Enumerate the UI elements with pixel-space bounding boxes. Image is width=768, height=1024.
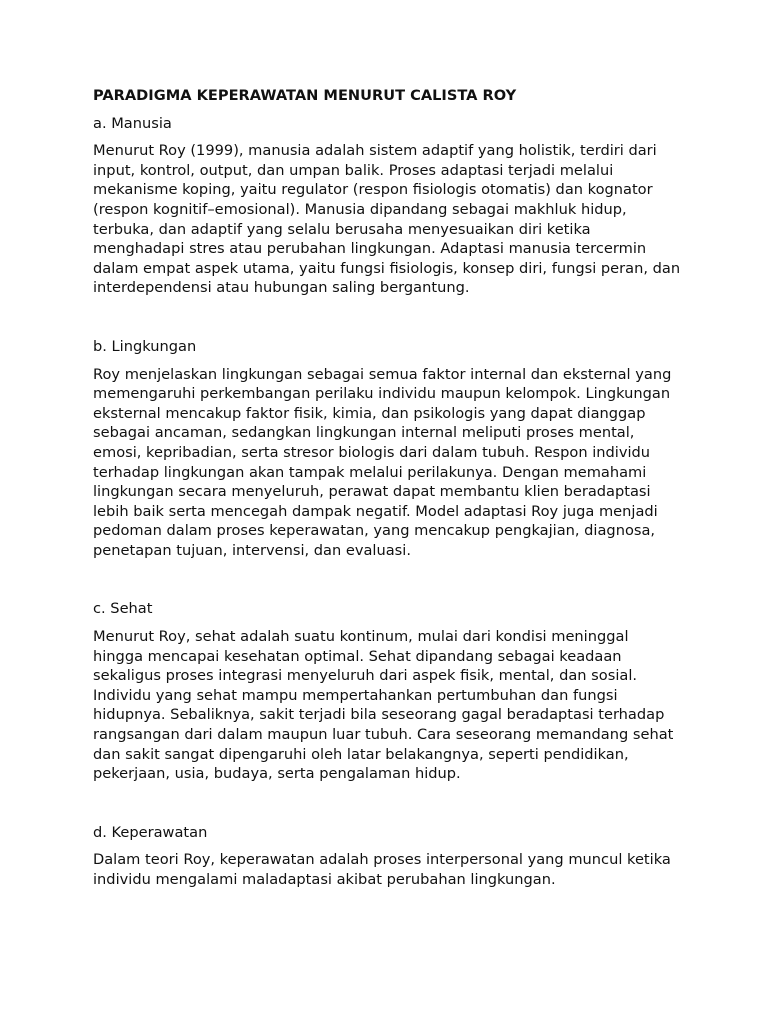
document-title: PARADIGMA KEPERAWATAN MENURUT CALISTA ROY <box>93 87 517 104</box>
section-heading-keperawatan: d. Keperawatan <box>93 823 208 841</box>
section-spacer <box>93 298 683 337</box>
document-page <box>93 86 683 890</box>
section-body-keperawatan: Dalam teori Roy, keperawatan adalah proses interpersonal yang muncul ketika individu mengalami maladaptasi akibat perubahan lingkungan. <box>93 851 671 888</box>
section-spacer <box>93 560 683 599</box>
section-heading-lingkungan: b. Lingkungan <box>93 337 197 355</box>
section-heading-sehat: c. Sehat <box>93 600 153 618</box>
section-body-lingkungan: Roy menjelaskan lingkungan sebagai semua faktor internal dan eksternal yang memengaruhi perkembangan perilaku individu maupun kelompok. Lingkungan eksternal mencakup faktor fisik, kimia, dan psikologis yang dapat dianggap sebagai ancaman, sedangkan lingkungan internal meliputi proses mental, emosi, kepribadian, serta stresor biologis dari dalam tubuh. Respon individu terhadap lingkungan akan tampak melalui perilakunya. Dengan memahami lingkungan secara menyeluruh, perawat dapat membantu klien beradaptasi lebih baik serta mencegah dampak negatif. Model adaptasi Roy juga menjadi pedoman dalam proses keperawatan, yang mencakup pengkajian, diagnosa, penetapan tujuan, intervensi, dan evaluasi. <box>93 365 672 559</box>
section-spacer <box>93 784 683 823</box>
section-body-manusia: Menurut Roy (1999), manusia adalah sistem adaptif yang holistik, terdiri dari input, kontrol, output, dan umpan balik. Proses adaptasi terjadi melalui mekanisme koping, yaitu regulator (respon fisiologis otomatis) dan kognator (respon kognitif–emosional). Manusia dipandang sebagai makhluk hidup, terbuka, dan adaptif yang selalu berusaha menyesuaikan diri ketika menghadapi stres atau perubahan lingkungan. Adaptasi manusia tercermin dalam empat aspek utama, yaitu fungsi fisiologis, konsep diri, fungsi peran, dan interdependensi atau hubungan saling bergantung. <box>93 142 681 297</box>
section-body-sehat: Menurut Roy, sehat adalah suatu kontinum, mulai dari kondisi meninggal hingga mencapai kesehatan optimal. Sehat dipandang sebagai keadaan sekaligus proses integrasi menyeluruh dari aspek fisik, mental, dan sosial. Individu yang sehat mampu mempertahankan pertumbuhan dan fungsi hidupnya. Sebaliknya, sakit terjadi bila seseorang gagal beradaptasi terhadap rangsangan dari dalam maupun luar tubuh. Cara seseorang memandang sehat dan sakit sangat dipengaruhi oleh latar belakangnya, seperti pendidikan, pekerjaan, usia, budaya, serta pengalaman hidup. <box>93 628 674 783</box>
section-heading-manusia: a. Manusia <box>93 114 172 132</box>
